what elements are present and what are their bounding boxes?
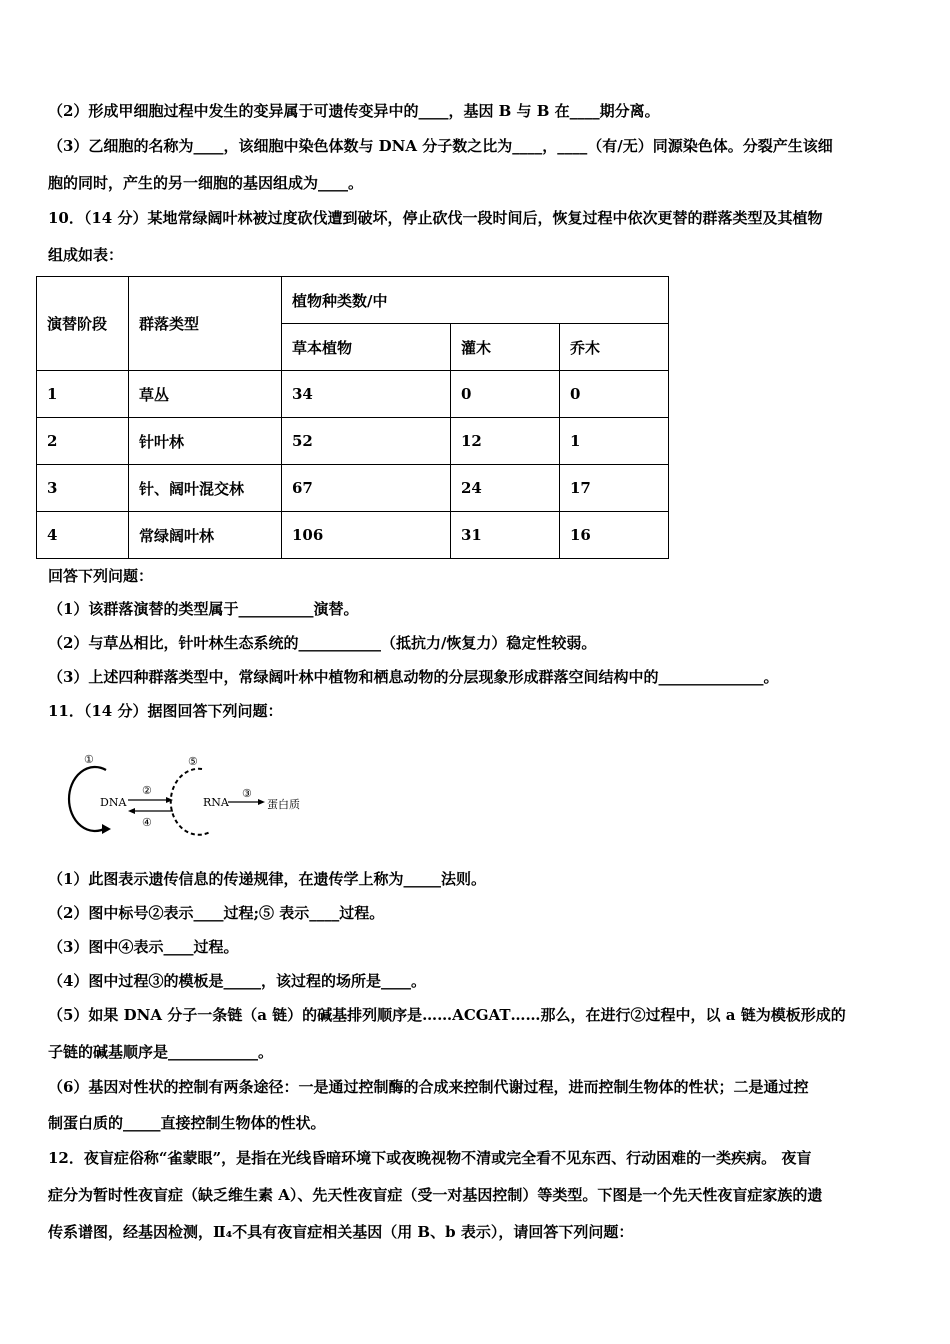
q10-sub1: （1）该群落演替的类型属于__________演替。 (48, 600, 359, 618)
label-n4: ④ (142, 816, 152, 829)
cell-shrub: 24 (451, 465, 560, 512)
cell-tree: 0 (560, 371, 669, 418)
translation-arrowhead (258, 799, 265, 805)
succession-table (36, 276, 669, 559)
central-dogma-diagram (60, 748, 320, 848)
table-row (37, 371, 669, 418)
q11-sub3: （3）图中④表示____过程。 (48, 938, 239, 956)
cell-type: 针叶林 (129, 418, 282, 465)
q12-stem-line1: 12．夜盲症俗称“雀蒙眼”，是指在光线昏暗环境下或夜晚视物不清或完全看不见东西、行动困难的一类疾病。 夜盲 (48, 1149, 812, 1167)
transcription-arrowhead (166, 797, 173, 803)
label-n1: ① (84, 753, 94, 766)
q9-sub2: （2）形成甲细胞过程中发生的变异属于可遗传变异中的____，基因 B 与 B 在____期分离。 (48, 102, 660, 120)
q11-sub5-line1: （5）如果 DNA 分子一条链（a 链）的碱基排列顺序是……ACGAT……那么，在进行②过程中，以 a 链为模板形成的 (48, 1006, 846, 1024)
cell-tree: 1 (560, 418, 669, 465)
q9-sub3-line2: 胞的同时，产生的另一细胞的基因组成为____。 (48, 174, 364, 192)
cell-stage: 4 (37, 512, 129, 559)
table-row (37, 465, 669, 512)
header-shrub: 灌木 (451, 324, 560, 371)
label-protein: 蛋白质 (267, 798, 300, 811)
cell-stage: 3 (37, 465, 129, 512)
table-row (37, 512, 669, 559)
q12-stem-line2: 症分为暂时性夜盲症（缺乏维生素 A）、先天性夜盲症（受一对基因控制）等类型。下图是一个先天性夜盲症家族的遗 (48, 1186, 823, 1204)
cell-shrub: 31 (451, 512, 560, 559)
q10-stem-line2: 组成如表： (48, 246, 124, 264)
cell-stage: 2 (37, 418, 129, 465)
cell-tree: 16 (560, 512, 669, 559)
q11-sub6-line2: 制蛋白质的_____直接控制生物体的性状。 (48, 1114, 326, 1132)
q11-sub4: （4）图中过程③的模板是_____，该过程的场所是____。 (48, 972, 426, 990)
header-tree: 乔木 (560, 324, 669, 371)
cell-herb: 67 (282, 465, 451, 512)
q11-sub6-line1: （6）基因对性状的控制有两条途径：一是通过控制酶的合成来控制代谢过程，进而控制生物体的性状；二是通过控 (48, 1078, 809, 1096)
q12-stem-line3: 传系谱图，经基因检测，Ⅱ₄不具有夜盲症相关基因（用 B、b 表示），请回答下列问题： (48, 1223, 634, 1241)
cell-shrub: 12 (451, 418, 560, 465)
cell-herb: 52 (282, 418, 451, 465)
cell-type: 针、阔叶混交林 (129, 465, 282, 512)
cell-type: 常绿阔叶林 (129, 512, 282, 559)
header-stage: 演替阶段 (37, 277, 129, 371)
reverse-transcription-arrowhead (128, 808, 135, 814)
q11-sub1: （1）此图表示遗传信息的传递规律，在遗传学上称为_____法则。 (48, 870, 486, 888)
header-community-type: 群落类型 (129, 277, 282, 371)
q10-sub3: （3）上述四种群落类型中，常绿阔叶林中植物和栖息动物的分层现象形成群落空间结构中的______________。 (48, 668, 779, 686)
label-dna: DNA (100, 796, 127, 809)
cell-type: 草丛 (129, 371, 282, 418)
header-species-count: 植物种类数/中 (282, 277, 669, 324)
cell-stage: 1 (37, 371, 129, 418)
q9-sub3-line1: （3）乙细胞的名称为____，该细胞中染色体数与 DNA 分子数之比为____，____（有/无）同源染色体。分裂产生该细 (48, 137, 833, 155)
label-rna: RNA (203, 796, 229, 809)
q11-sub5-line2: 子链的碱基顺序是____________。 (48, 1043, 274, 1061)
label-n3: ③ (242, 787, 252, 800)
table-row (37, 418, 669, 465)
q11-sub2: （2）图中标号②表示____过程;⑤ 表示____过程。 (48, 904, 385, 922)
replication-arrowhead (102, 824, 111, 834)
q10-stem-line1: 10．（14 分）某地常绿阔叶林被过度砍伐遭到破坏，停止砍伐一段时间后，恢复过程中依次更替的群落类型及其植物 (48, 209, 823, 227)
label-n5: ⑤ (188, 755, 198, 768)
cell-shrub: 0 (451, 371, 560, 418)
label-n2: ② (142, 784, 152, 797)
cell-tree: 17 (560, 465, 669, 512)
cell-herb: 106 (282, 512, 451, 559)
q10-sub2: （2）与草丛相比，针叶林生态系统的___________（抵抗力/恢复力）稳定性较弱。 (48, 634, 597, 652)
q11-stem: 11．（14 分）据图回答下列问题： (48, 702, 283, 720)
q10-prompt: 回答下列问题： (48, 567, 154, 585)
header-herb: 草本植物 (282, 324, 451, 371)
cell-herb: 34 (282, 371, 451, 418)
